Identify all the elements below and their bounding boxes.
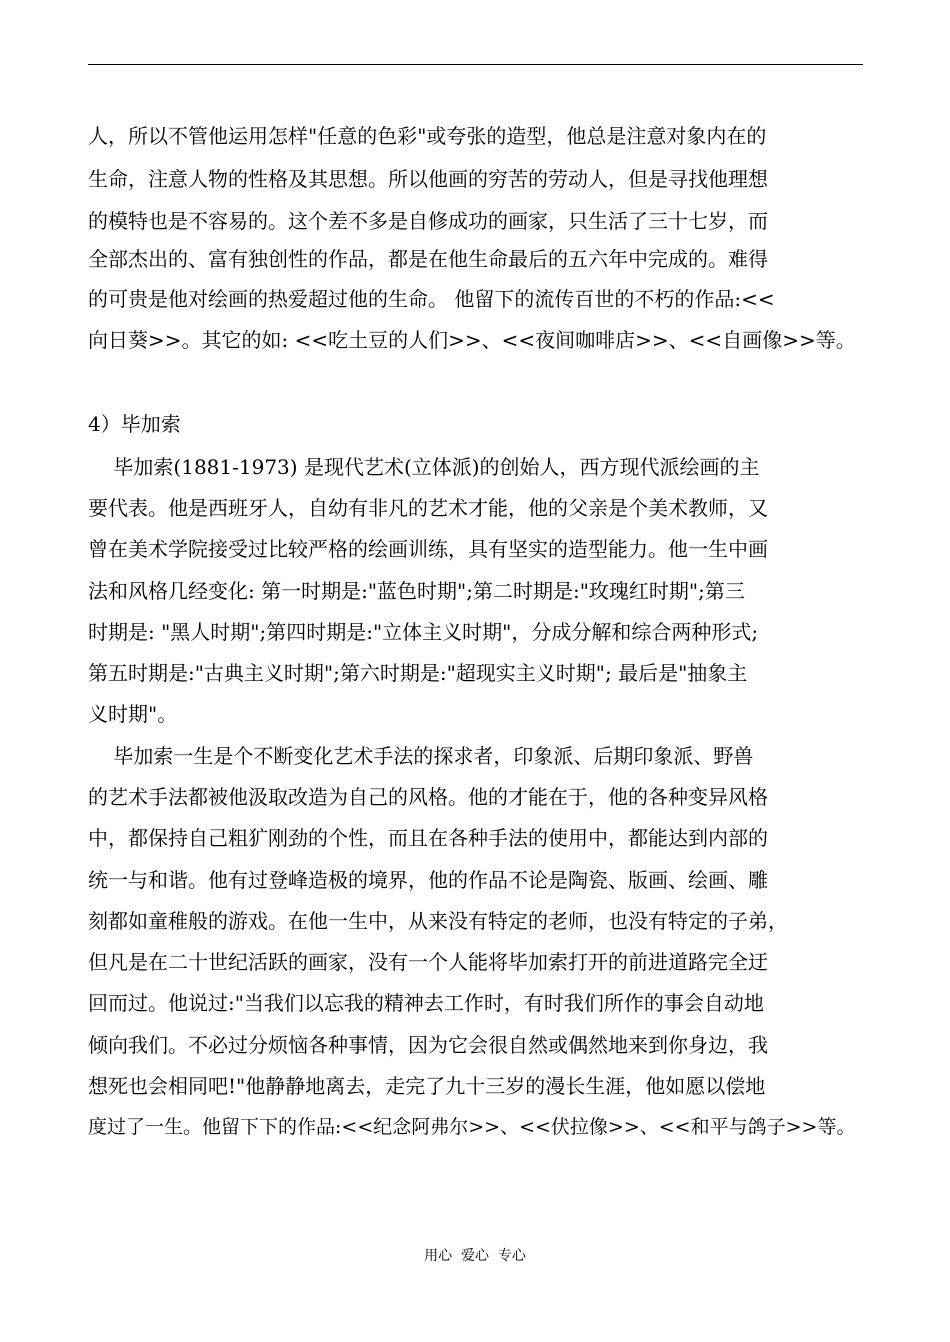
text-line: 的艺术手法都被他汲取改造为自己的风格。他的才能在于，他的各种变异风格 bbox=[88, 785, 768, 809]
text-line: 要代表。他是西班牙人，自幼有非凡的艺术才能，他的父亲是个美术教师，又 bbox=[88, 496, 768, 520]
text-line: 毕加索(1881-1973) 是现代艺术(立体派)的创始人，西方现代派绘画的主 bbox=[88, 455, 760, 479]
text-line: 曾在美术学院接受过比较严格的绘画训练，具有坚实的造型能力。他一生中画 bbox=[88, 537, 768, 561]
text-line: 想死也会相同吧!"他静静地离去，走完了九十三岁的漫长生涯，他如愿以偿地 bbox=[88, 1074, 766, 1098]
text-line: 统一与和谐。他有过登峰造极的境界，他的作品不论是陶瓷、版画、绘画、雕 bbox=[88, 868, 768, 892]
text-line: 法和风格几经变化: 第一时期是:"蓝色时期";第二时期是:"玫瑰红时期";第三 bbox=[88, 579, 745, 603]
text-line: 回而过。他说过:"当我们以忘我的精神去工作时，有时我们所作的事会自动地 bbox=[88, 991, 764, 1015]
text-line: 但凡是在二十世纪活跃的画家，没有一个人能将毕加索打开的前进道路完全迂 bbox=[88, 950, 768, 974]
text-line: 的模特也是不容易的。这个差不多是自修成功的画家，只生活了三十七岁，而 bbox=[88, 209, 768, 233]
text-line: 生命，注意人物的性格及其思想。所以他画的穷苦的劳动人，但是寻找他理想 bbox=[88, 167, 768, 191]
text-line: 人，所以不管他运用怎样"任意的色彩"或夸张的造型，他总是注意对象内在的 bbox=[88, 124, 767, 148]
text-line: 全部杰出的、富有独创性的作品，都是在他生命最后的五六年中完成的。难得 bbox=[88, 247, 768, 271]
text-line: 义时期"。 bbox=[88, 702, 178, 726]
text-line: 的可贵是他对绘画的热爱超过他的生命。 他留下的流传百世的不朽的作品:<< bbox=[88, 287, 775, 311]
text-line: 倾向我们。不必过分烦恼各种事情，因为它会很自然或偶然地来到你身边，我 bbox=[88, 1033, 768, 1057]
text-line: 向日葵>>。其它的如: <<吃土豆的人们>>、<<夜间咖啡店>>、<<自画像>>等。 bbox=[88, 328, 856, 352]
page-footer: 用心 爱心 专心 bbox=[424, 1248, 526, 1264]
text-line: 时期是: "黑人时期";第四时期是:"立体主义时期"，分成分解和综合两种形式; bbox=[88, 620, 759, 644]
text-line: 刻都如童稚般的游戏。在他一生中，从来没有特定的老师，也没有特定的子弟， bbox=[88, 909, 788, 933]
section-heading: 4）毕加索 bbox=[88, 412, 181, 436]
text-line: 第五时期是:"古典主义时期";第六时期是:"超现实主义时期"; 最后是"抽象主 bbox=[88, 661, 748, 685]
header-rule bbox=[88, 64, 863, 65]
text-line: 度过了一生。他留下下的作品:<<纪念阿弗尔>>、<<伏拉像>>、<<和平与鸽子>>等。 bbox=[88, 1116, 856, 1138]
text-line: 毕加索一生是个不断变化艺术手法的探求者，印象派、后期印象派、野兽 bbox=[88, 744, 754, 768]
text-line: 中，都保持自己粗犷刚劲的个性，而且在各种手法的使用中，都能达到内部的 bbox=[88, 826, 768, 850]
